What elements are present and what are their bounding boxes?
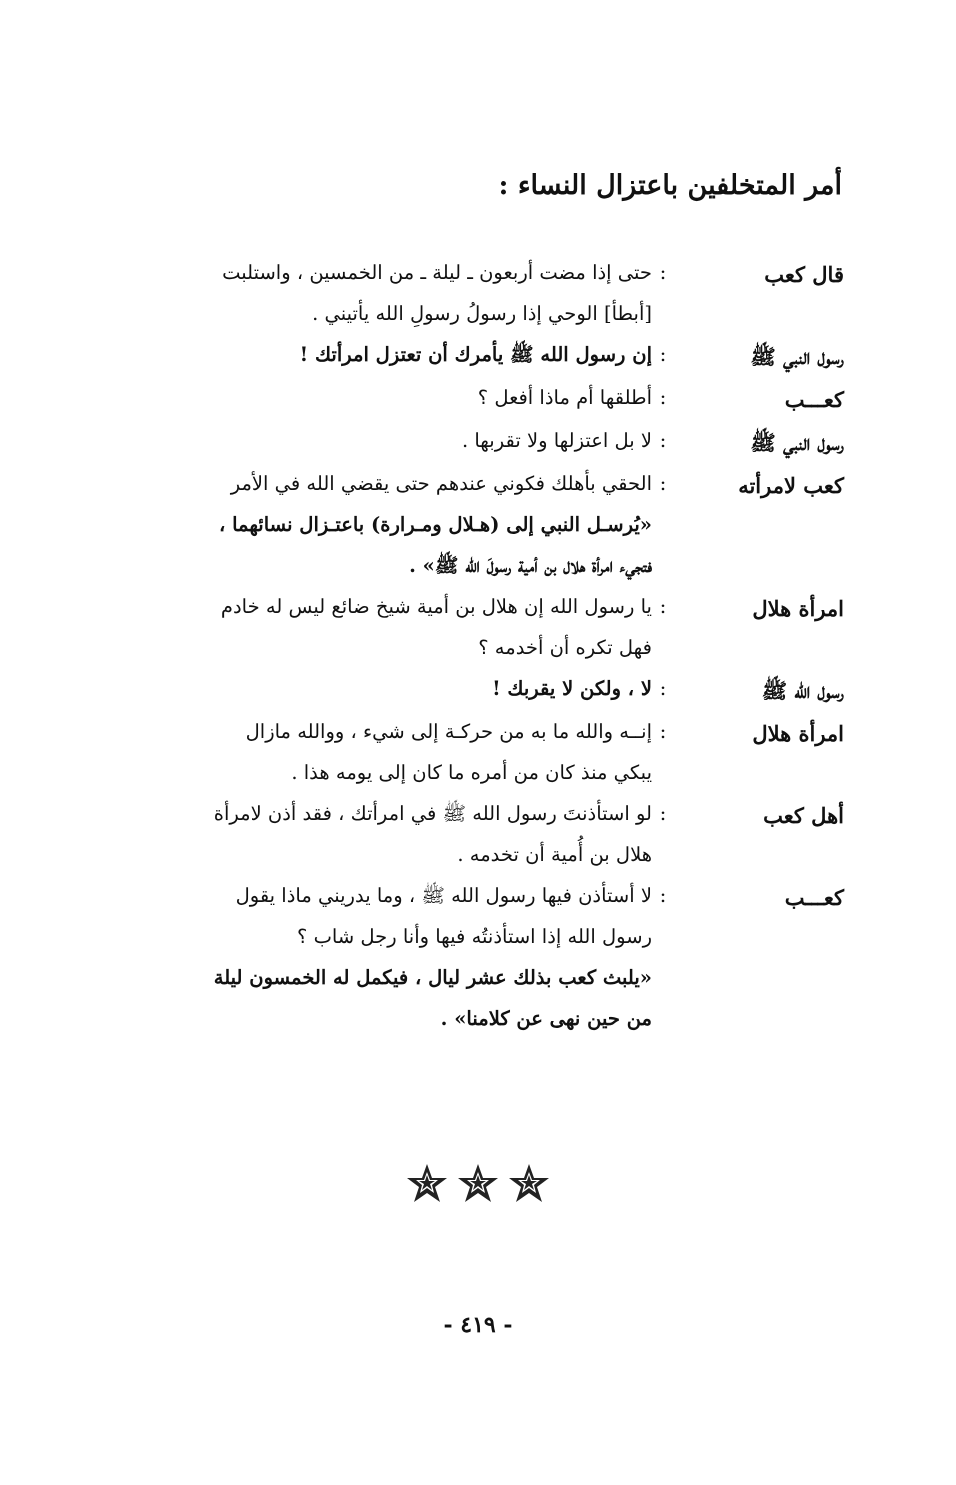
speech-line: لو استأذنتَ رسول الله ﷺ في امرأتك ، فقد أذن لامرأة [213,802,652,825]
speech-line: يا رسول الله إن هلال بن أمية شيخ ضائع ليس له خادم [220,595,652,618]
speech-line: [أبطأ] الوحي إذا رسولُ رسولِ الله يأتيني . [312,302,652,325]
speech-line: الحقي بأهلك فكوني عندهم حتى يقضي الله في الأمر [230,472,652,495]
speech-line: لا بل اعتزلها ولا تقربها . [461,429,652,452]
speech-text [124,793,652,875]
speech-text [124,377,652,418]
speech-text [124,711,652,793]
colon-separator: : [659,342,667,366]
dialogue-list [124,252,844,1039]
colon-separator: : [659,385,667,409]
speech-line: «يُرسـل النبي إلى (هـلال ومـرارة) باعتـزال نسائهما ، [219,513,652,536]
speech-line: رسول الله إذا استأذنتُه فيها وأنا رجل شاب ؟ [297,925,652,948]
colon-separator: : [659,471,667,495]
speaker-name: كعـــب [784,885,844,910]
speech-text [124,586,652,668]
star-ornament-icon [507,1162,551,1206]
speaker-name: كعـــب [784,387,844,412]
speech-text [124,420,652,461]
colon-separator: : [659,428,667,452]
colon-separator: : [659,676,667,700]
section-heading: أمر المتخلفين باعتزال النساء : [498,170,842,201]
stars-ornament [0,1162,956,1210]
star-ornament-icon [456,1162,500,1206]
speech-text [124,334,652,375]
speech-text [124,252,652,334]
speaker-name: رسول النبي ﷺ [750,430,844,455]
dialogue-row [124,668,844,711]
dialogue-row [124,463,844,586]
colon-separator: : [659,260,667,284]
speaker-name: كعب لامرأته [738,473,844,498]
dialogue-row [124,377,844,420]
speaker-name: أهل كعب [763,803,844,828]
speech-line: فهل تكره أن أخدمه ؟ [478,636,652,659]
speech-line: هلال بن أُمية أن تخدمه . [457,843,652,866]
speech-line: لا ، ولكن لا يقربك ! [492,677,652,700]
star-ornament-icon [405,1162,449,1206]
speaker-name: امرأة هلال [752,721,844,746]
dialogue-row [124,711,844,793]
speaker-name: رسول الله ﷺ [761,678,844,703]
speech-line: «يلبث كعب بذلك عشر ليال ، فيكمل له الخمسون ليلة [213,966,652,989]
speech-line: إنــه والله ما به من حركـة إلى شيء ، ووالله مازال [245,720,652,743]
speech-line: حتى إذا مضت أربعون ـ ليلة ـ من الخمسين ، واستلبت [222,261,652,284]
speaker-name: رسول النبي ﷺ [750,344,844,369]
colon-separator: : [659,594,667,618]
dialogue-row [124,420,844,463]
dialogue-row [124,252,844,334]
colon-separator: : [659,801,667,825]
speech-text [124,463,652,586]
speech-text [124,668,652,709]
speech-line: فتجيء امرأة هلال بن أمية رسولَ الله ﷺ» . [409,554,652,577]
speaker-name: قال كعب [764,262,844,287]
speech-line: أطلقها أم ماذا أفعل ؟ [477,386,652,409]
speech-line: إن رسول الله ﷺ يأمرك أن تعتزل امرأتك ! [299,343,652,366]
speaker-name: امرأة هلال [752,596,844,621]
speech-line: لا أستأذن فيها رسول الله ﷺ ، وما يدريني ماذا يقول [235,884,652,907]
dialogue-row [124,334,844,377]
dialogue-row [124,793,844,875]
page-number: - ٤١٩ - [443,1312,513,1338]
colon-separator: : [659,719,667,743]
speech-line: من حين نهى عن كلامنا» . [440,1007,652,1030]
colon-separator: : [659,883,667,907]
dialogue-row [124,875,844,1039]
speech-text [124,875,652,1039]
speech-line: يبكي منذ كان من أمره ما كان إلى يومه هذا . [291,761,652,784]
dialogue-row [124,586,844,668]
